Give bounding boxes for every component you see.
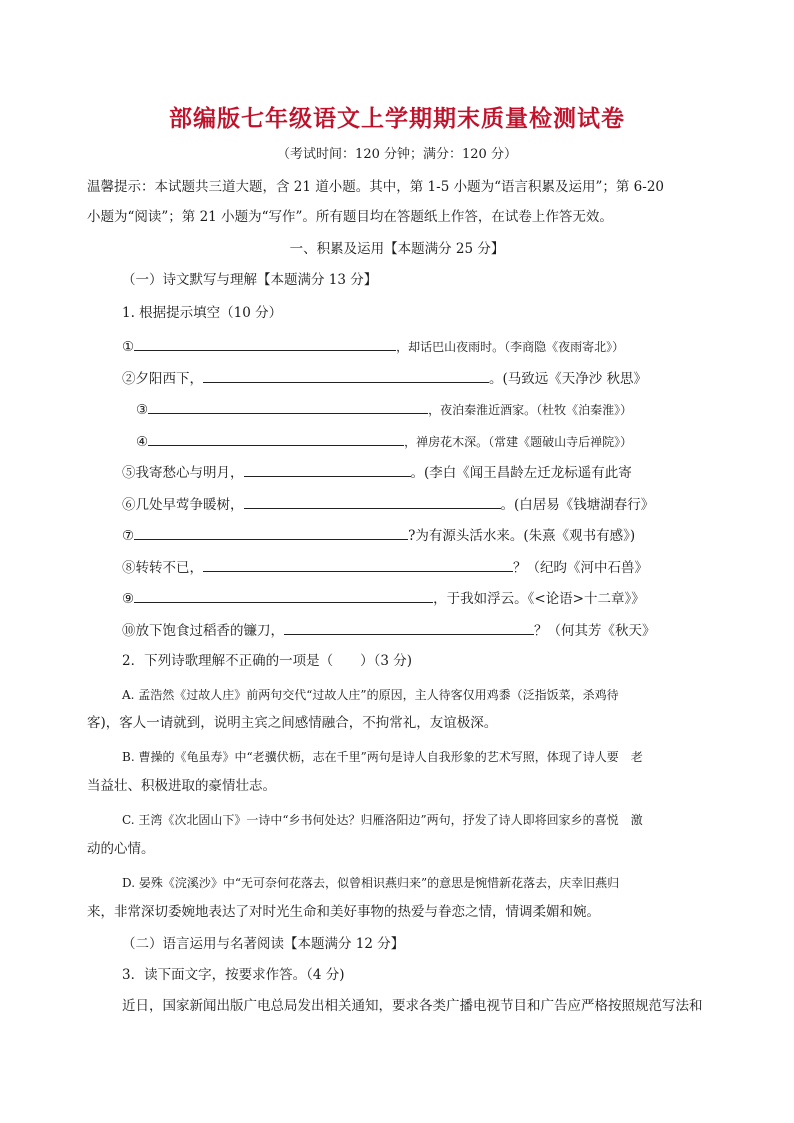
fill-item-7 <box>122 525 635 545</box>
fill-item-prefix: ① <box>122 339 135 355</box>
part-2-heading: （二）语言运用与名著阅读【本题满分 12 分】 <box>122 936 405 952</box>
fill-item-8 <box>122 557 648 577</box>
question-2-title: 2．下列诗歌理解不正确的一项是（ ）（3 分) <box>122 653 412 669</box>
answer-blank[interactable] <box>203 368 489 383</box>
fill-item-suffix: 。(白居易《钱塘湖春行》 <box>500 497 655 513</box>
option-b-line-2: 当益壮、积极进取的豪情壮志。 <box>87 778 276 794</box>
fill-item-prefix: ⑩放下饱食过稻香的镰刀， <box>122 623 284 639</box>
fill-item-suffix: ？（纪昀《河中石兽》 <box>513 560 648 576</box>
fill-item-3 <box>136 399 632 419</box>
fill-item-9 <box>122 588 645 608</box>
question-3-text: 近日，国家新闻出版广电总局发出相关通知，要求各类广播电视节目和广告应严格按照规范写法和 <box>122 998 703 1014</box>
part-1-heading: （一）诗文默写与理解【本题满分 13 分】 <box>122 272 378 288</box>
fill-item-suffix: ？（何其芳《秋天》 <box>534 623 656 639</box>
section-1-heading: 一、积累及运用【本题满分 25 分】 <box>289 241 505 257</box>
fill-item-suffix: ?为有源头活水来。(朱熹《观书有感》) <box>408 528 636 544</box>
answer-blank[interactable] <box>148 431 404 446</box>
notice-line-2: 小题为“阅读”；第 21 小题为“写作”。所有题目均在答题纸上作答，在试卷上作答无效。 <box>87 209 613 225</box>
fill-item-prefix: ⑦ <box>122 528 135 544</box>
fill-item-5 <box>122 462 632 482</box>
option-c-line-2: 动的心情。 <box>87 841 155 857</box>
exam-time-info: （考试时间：120 分钟；满分：120 分） <box>277 147 517 162</box>
fill-item-prefix: ⑤我寄愁心与明月， <box>122 465 244 481</box>
fill-item-prefix: ⑨ <box>122 591 135 607</box>
option-c-line-1: C. 王湾《次北固山下》一诗中“乡书何处达？归雁洛阳边”两句，抒发了诗人即将回家乡的喜悦 激 <box>122 813 643 827</box>
fill-item-suffix: ，禅房花木深。（常建《题破山寺后禅院》） <box>404 435 633 449</box>
answer-blank[interactable] <box>134 588 433 603</box>
answer-blank[interactable] <box>203 557 513 572</box>
answer-blank[interactable] <box>284 620 534 635</box>
fill-item-10 <box>122 620 656 640</box>
option-a-line-2: 客)，客人一请就到，说明主宾之间感情融合，不拘常礼，友谊极深。 <box>87 715 498 731</box>
fill-item-2 <box>122 368 647 388</box>
fill-item-suffix: ，夜泊秦淮近酒家。（杜牧《泊秦淮》） <box>428 403 633 417</box>
answer-blank[interactable] <box>148 399 428 414</box>
fill-item-prefix: ⑧转转不已， <box>122 560 203 576</box>
fill-item-suffix: 。(李白《闻王昌龄左迁龙标遥有此寄 <box>410 465 632 481</box>
answer-blank[interactable] <box>244 462 411 477</box>
question-3-title: 3．读下面文字，按要求作答。（4 分) <box>122 967 345 983</box>
question-1-title: 1. 根据提示填空（10 分） <box>122 305 283 321</box>
fill-item-4 <box>136 431 632 451</box>
fill-item-prefix: ②夕阳西下， <box>122 371 203 387</box>
exam-title: 部编版七年级语文上学期期末质量检测试卷 <box>169 105 625 132</box>
notice-line-1: 温馨提示：本试题共三道大题，含 21 道小题。其中，第 1-5 小题为“语言积累及运用”；第 6-20 <box>87 179 665 195</box>
answer-blank[interactable] <box>134 525 408 540</box>
fill-item-6 <box>122 494 654 514</box>
answer-blank[interactable] <box>134 336 396 351</box>
option-b-line-1: B. 曹操的《龟虽寿》中“老骥伏枥，志在千里”两句是诗人自我形象的艺术写照，体现了诗人要 老 <box>122 750 643 764</box>
option-a-line-1: A. 孟浩然《过故人庄》前两句交代“过故人庄”的原因，主人待客仅用鸡黍（泛指饭菜，杀鸡待 <box>122 688 619 702</box>
fill-item-suffix: ，于我如浮云。《<论语>十二章》》 <box>433 591 645 607</box>
fill-item-suffix: 。(马致远《天净沙 秋思》 <box>489 371 648 387</box>
fill-item-suffix: ，却话巴山夜雨时。（李商隐《夜雨寄北》） <box>396 340 625 354</box>
fill-item-prefix: ③ <box>136 402 149 418</box>
option-d-line-2: 来，非常深切委婉地表达了对时光生命和美好事物的热爱与眷恋之情，情调柔媚和婉。 <box>87 904 600 920</box>
answer-blank[interactable] <box>244 494 501 509</box>
fill-item-1 <box>122 336 624 356</box>
option-d-line-1: D. 晏殊《浣溪沙》中“无可奈何花落去，似曾相识燕归来”的意思是惋惜新花落去，庆幸旧燕归 <box>122 876 620 890</box>
fill-item-prefix: ④ <box>136 434 149 450</box>
fill-item-prefix: ⑥几处早莺争暖树， <box>122 497 244 513</box>
